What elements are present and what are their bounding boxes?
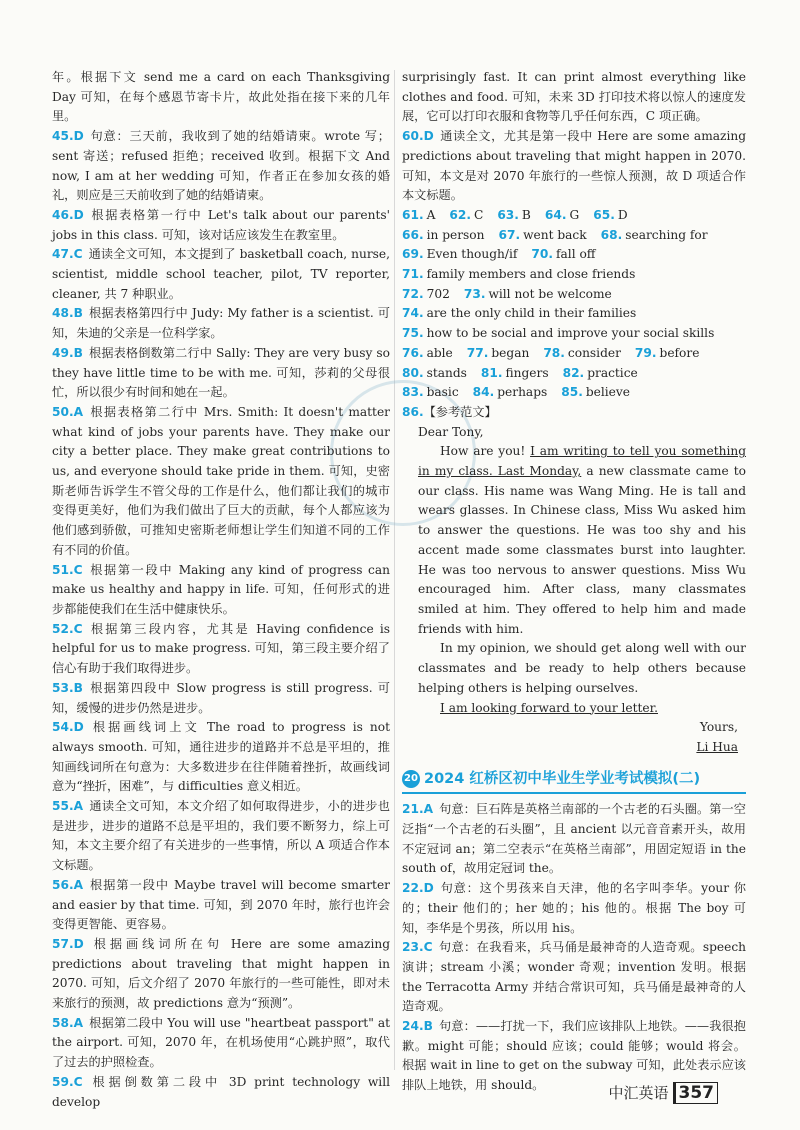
answer-text: 通读全文可知，本文介绍了如何取得进步，小的进步也是进步，进步的道路不总是平坦的，我们要不断努力，综上可知，本文主要介绍了有关进步的一些事情，所以 A 项适合作本文标题。 xyxy=(52,799,390,873)
answer-number: 47. xyxy=(52,247,74,262)
short-answer xyxy=(402,245,517,265)
answer-item xyxy=(52,718,390,797)
essay-underlined-text: I am writing to tell you something in my class. Last Monday, xyxy=(418,444,746,479)
short-answer xyxy=(402,344,453,364)
answer-number: 45. xyxy=(52,129,74,144)
answer-text: 句意：这个男孩来自天津，他的名字叫李华。your 你的；their 他们的；her 她的；his 他的。根据 The boy 可知，李华是个男孩，所以用 his。 xyxy=(402,881,746,935)
short-answer xyxy=(464,285,612,305)
answer-number: 21. xyxy=(402,802,424,817)
answer-number: 54. xyxy=(52,720,74,735)
short-answer xyxy=(563,364,638,384)
answer-number: 61. xyxy=(402,207,424,222)
answer-value: will not be welcome xyxy=(488,286,612,301)
short-answer xyxy=(601,226,708,246)
answer-letter: C xyxy=(73,1074,83,1089)
answer-text: 根据第三段内容，尤其是 Having confidence is helpful for us to make progress. 可知，第三段主要介绍了信心有助于我们取得进步。 xyxy=(52,621,390,676)
answer-number: 57. xyxy=(52,936,74,951)
answer-text: surprisingly fast. It can print almost everything like clothes and food. 可知，未来 3D 打印技术将以惊人的速度发展，它可以打印衣服和食物等几乎任何东西，C 项正确。 xyxy=(402,70,746,124)
answer-value: searching for xyxy=(625,227,708,242)
answer-value: perhaps xyxy=(497,385,548,400)
short-answer xyxy=(531,245,595,265)
answer-number: 74. xyxy=(402,306,424,321)
answer-value: B xyxy=(521,207,531,222)
answer-text: 根据表格第四行中 Judy: My father is a scientist. 可知，朱迪的父亲是一位科学家。 xyxy=(52,306,390,341)
short-answer xyxy=(402,265,635,285)
essay-paragraph-3 xyxy=(418,699,746,719)
short-answer-row xyxy=(402,285,746,305)
answer-number: 71. xyxy=(402,267,424,282)
answer-value: D xyxy=(617,207,628,222)
answer-number: 69. xyxy=(402,247,424,262)
answer-item xyxy=(402,938,746,1017)
short-answers xyxy=(402,206,746,403)
answer-number: 59. xyxy=(52,1074,74,1089)
answer-item xyxy=(52,68,390,127)
page-footer xyxy=(608,1082,718,1103)
short-answer-row xyxy=(402,364,746,384)
essay-text: How are you! xyxy=(440,444,531,459)
answer-letter: A xyxy=(73,799,84,814)
short-answer xyxy=(449,206,483,226)
answer-text: 根据画线词上文 The road to progress is not always smooth. 可知，通往进步的道路并不总是平坦的，推知画线词所在句意为：大多数进步在往伴随着挫折，故画线词意为“挫折，困难”，与 difficulties 意义相近。 xyxy=(52,720,390,794)
answer-value: A xyxy=(426,207,436,222)
answer-number: 68. xyxy=(600,227,623,242)
answer-item xyxy=(52,935,390,1014)
essay-closing: Yours, xyxy=(699,720,738,735)
answer-number: 65. xyxy=(593,207,615,222)
answer-letter: D xyxy=(423,881,434,896)
answer-value: went back xyxy=(523,227,587,242)
essay-signature xyxy=(418,738,746,758)
answer-value: how to be social and improve your social skills xyxy=(426,326,715,341)
answer-value: practice xyxy=(587,365,638,380)
answer-value: Even though/if xyxy=(426,247,518,262)
answer-item xyxy=(52,206,390,245)
short-answer xyxy=(402,383,459,403)
short-answer xyxy=(545,206,579,226)
answer-text: 根据表格倒数第二行中 Sally: They are very busy so they have little time to be with me. 可知，莎莉的父母很忙，所以很少有时间和她在一起。 xyxy=(52,345,390,400)
answer-value: basic xyxy=(426,385,459,400)
answer-value: stands xyxy=(426,365,467,380)
essay-text: a new classmate came to our class. His name was Wang Ming. He is tall and wears glasses. In Chinese class, Miss Wu asked him to answer the questions. He was too shy and his accent made some classmates burst into laughter. He was too nervous to answer questions. Miss Wu encouraged him. After class, many classmates smiled at him. They offered to help him and made friends with him. xyxy=(418,464,746,636)
section-number-badge: 20 xyxy=(402,770,420,788)
section-heading xyxy=(402,770,746,795)
answer-text: 根据第二段中 You will use "heartbeat passport" at the airport. 可知，2070 年，在机场使用“心跳护照”，取代了过去的护照检查。 xyxy=(52,1015,390,1070)
answer-value: family members and close friends xyxy=(426,267,636,282)
answer-text: 根据倒数第二段中 3D print technology will develop xyxy=(52,1074,390,1109)
short-answer xyxy=(402,285,450,305)
answer-letter: A xyxy=(423,802,434,817)
answer-text: 句意：在我看来，兵马俑是最神奇的人造奇观。speech 演讲；stream 小溪；wonder 奇观；invention 发明。根据 the Terracotta Army 并结合常识可知，兵马俑是最神奇的人造奇观。 xyxy=(402,940,746,1014)
answer-letter: D xyxy=(423,129,434,144)
short-answer-row xyxy=(402,304,746,324)
short-answer xyxy=(402,364,467,384)
answer-number: 56. xyxy=(52,877,74,892)
answer-number: 46. xyxy=(52,207,74,222)
answer-text: 句意：巨石阵是英格兰南部的一个古老的石头圈。第一空泛指“一个古老的石头圈”，且 ancient 以元音音素开头，故用不定冠词 an；第二空表示“在英格兰南部”，用固定短语 in the south of，故用定冠词 the。 xyxy=(402,802,746,876)
answer-letter: C xyxy=(73,621,83,636)
answer-number: 76. xyxy=(402,345,424,360)
answer-number: 81. xyxy=(480,365,503,380)
answer-text: 根据表格第一行中 Let's talk about our parents' jobs in this class. 可知，该对话应该发生在教室里。 xyxy=(52,207,390,242)
section-answers xyxy=(402,800,746,1096)
answer-number: 64. xyxy=(544,207,567,222)
answer-item xyxy=(52,344,390,403)
answer-text: 根据表格第二行中 Mrs. Smith: It doesn't matter what kind of jobs your parents have. They make our city a better place. They make great contributions to us, and everyone should take pride in them. 可知，史密斯老师告诉学生不管父母的工作是什么，他们都让我们的城市变得更美好，他们为我们做出了巨大的贡献，每个人都应该为他们感到骄傲，可推知史密斯老师想让学生们知道不同的工作有不同的价值。 xyxy=(52,404,390,557)
answer-item xyxy=(52,797,390,876)
answer-number: 79. xyxy=(634,345,657,360)
answer-letter: A xyxy=(73,404,84,419)
answer-letter: C xyxy=(423,940,433,955)
short-answer-row xyxy=(402,265,746,285)
essay-underlined-text: I am looking forward to your letter. xyxy=(440,700,658,715)
essay-label: 【参考范文】 xyxy=(423,404,497,419)
short-answer xyxy=(635,344,700,364)
answer-letter: D xyxy=(73,129,84,144)
page-number: 357 xyxy=(673,1082,719,1104)
answer-number: 48. xyxy=(52,306,74,321)
answer-number: 24. xyxy=(402,1019,424,1034)
short-answer-row xyxy=(402,324,746,344)
answer-item xyxy=(402,879,746,938)
short-answer-row xyxy=(402,383,746,403)
short-answer-row xyxy=(402,344,746,364)
answer-value: before xyxy=(659,345,700,360)
answer-number: 53. xyxy=(52,680,74,695)
answer-value: began xyxy=(491,345,530,360)
short-answer xyxy=(473,383,548,403)
answer-number: 73. xyxy=(463,286,486,301)
answer-number: 78. xyxy=(543,345,565,360)
answer-letter: B xyxy=(73,345,83,360)
answer-number: 50. xyxy=(52,404,74,419)
answer-text: 通读全文可知，本文提到了 basketball coach, nurse, scientist, middle school teacher, pilot, TV reporter, cleaner, 共 7 种职业。 xyxy=(52,247,390,301)
answer-number: 72. xyxy=(402,286,424,301)
answer-number: 86. xyxy=(402,404,424,419)
answer-number: 77. xyxy=(466,345,489,360)
answer-text: 根据第一段中 Maybe travel will become smarter and easier by that time. 可知，到 2070 年时，旅行也许会变得更智能、更容易。 xyxy=(52,877,390,932)
short-answer xyxy=(497,206,531,226)
short-answer xyxy=(481,364,549,384)
answer-text: 句意：三天前，我收到了她的结婚请柬。wrote 写；sent 寄送；refused 拒绝；received 收到。根据下文 And now, I am at her wedding 可知，作者正在参加女孩的婚礼，则应是三天前收到了她的结婚请柬。 xyxy=(52,129,390,203)
answer-number: 52. xyxy=(52,621,74,636)
answer-value: in person xyxy=(426,227,485,242)
answer-number: 85. xyxy=(561,385,583,400)
answer-continuation xyxy=(402,68,746,127)
answer-number: 60. xyxy=(402,129,424,144)
answer-item xyxy=(52,620,390,679)
short-answer xyxy=(499,226,587,246)
answer-value: believe xyxy=(585,385,630,400)
short-answer-row xyxy=(402,245,746,265)
answer-value: C xyxy=(474,207,484,222)
column-divider xyxy=(394,70,395,1070)
essay-paragraph-1 xyxy=(418,442,746,639)
answer-text: 根据第一段中 Making any kind of progress can make us healthy and happy in life. 可知，任何形式的进步都能使我们在生活中健康快乐。 xyxy=(52,562,390,616)
answer-number: 58. xyxy=(52,1015,74,1030)
right-column xyxy=(402,68,746,1096)
answer-number: 67. xyxy=(498,227,521,242)
answer-value: consider xyxy=(567,345,621,360)
answer-text: 根据画线词所在句 Here are some amazing predictions about traveling that might happen in 2070. 可知，后文介绍了 2070 年旅行的一些可能性，即对未来旅行的预测，故 predictions 意为“预测”。 xyxy=(52,936,390,1011)
answer-letter: D xyxy=(73,207,84,222)
answer-letter: A xyxy=(73,1015,84,1030)
answer-number: 49. xyxy=(52,345,74,360)
answer-item xyxy=(52,127,390,206)
answer-number: 23. xyxy=(402,940,424,955)
answer-number: 55. xyxy=(52,799,74,814)
answer-number: 66. xyxy=(402,227,424,242)
answer-item xyxy=(52,403,390,561)
answer-item xyxy=(52,561,390,620)
essay-greeting: Dear Tony, xyxy=(418,424,484,439)
answer-text: 年。根据下文 send me a card on each Thanksgiving Day 可知，在每个感恩节寄卡片，故此处指在接下来的几年里。 xyxy=(52,70,390,124)
answer-letter: B xyxy=(73,306,83,321)
model-essay xyxy=(402,423,746,758)
answer-item xyxy=(52,1073,390,1112)
answer-letter: A xyxy=(73,877,84,892)
short-answer xyxy=(593,206,627,226)
short-answer xyxy=(402,206,435,226)
left-column xyxy=(52,68,390,1112)
answer-text: 句意：——打扰一下，我们应该排队上地铁。——我很抱歉。might 可能；should 应该；could 能够；would 将会。根据 wait in line to get on the subway 可知，此处表示应该排队上地铁，用 should。 xyxy=(402,1019,746,1093)
answer-number: 70. xyxy=(531,247,554,262)
short-answer xyxy=(467,344,530,364)
answer-item xyxy=(52,1014,390,1073)
answer-number: 75. xyxy=(402,326,424,341)
answer-item xyxy=(52,304,390,343)
short-answer-row xyxy=(402,226,746,246)
essay-paragraph-2: In my opinion, we should get along well with our classmates and be ready to help others because helping others is helping ourselves. xyxy=(418,641,746,695)
answer-item xyxy=(402,800,746,879)
answer-letter: C xyxy=(73,247,83,262)
essay-header xyxy=(402,403,746,423)
answer-letter: C xyxy=(73,562,83,577)
answer-number: 80. xyxy=(402,365,424,380)
answer-number: 51. xyxy=(52,562,74,577)
short-answer xyxy=(402,304,636,324)
answer-item xyxy=(52,245,390,304)
answer-item xyxy=(52,876,390,935)
answer-item xyxy=(52,679,390,718)
answer-value: are the only child in their families xyxy=(426,306,637,321)
answer-letter: D xyxy=(73,720,84,735)
book-title: 中汇英语 xyxy=(608,1084,669,1102)
answer-letter: B xyxy=(423,1019,433,1034)
short-answer xyxy=(561,383,630,403)
short-answer xyxy=(402,226,485,246)
answer-number: 63. xyxy=(497,207,519,222)
answer-value: fall off xyxy=(556,247,596,262)
short-answer xyxy=(543,344,621,364)
answer-number: 83. xyxy=(402,385,424,400)
signature-text: Li Hua xyxy=(696,739,738,754)
answer-letter: D xyxy=(73,936,84,951)
answer-letter: B xyxy=(73,680,83,695)
answer-text: 通读全文，尤其是第一段中 Here are some amazing predictions about traveling that might happen in 2070. 可知，本文是对 2070 年旅行的一些惊人预测，故 D 项适合作本文标题。 xyxy=(402,129,746,203)
answer-value: G xyxy=(569,207,580,222)
answer-text: 根据第四段中 Slow progress is still progress. 可知，缓慢的进步仍然是进步。 xyxy=(52,680,390,715)
answer-number: 84. xyxy=(472,385,495,400)
answer-value: able xyxy=(426,345,453,360)
short-answer xyxy=(402,324,714,344)
short-answer-row xyxy=(402,206,746,226)
section-title: 2024 红桥区初中毕业生学业考试模拟(二) xyxy=(424,770,701,787)
answer-value: fingers xyxy=(505,365,549,380)
answer-number: 82. xyxy=(562,365,585,380)
answer-value: 702 xyxy=(426,286,450,301)
answer-number: 22. xyxy=(402,881,424,896)
answer-item-60 xyxy=(402,127,746,206)
answer-number: 62. xyxy=(449,207,471,222)
